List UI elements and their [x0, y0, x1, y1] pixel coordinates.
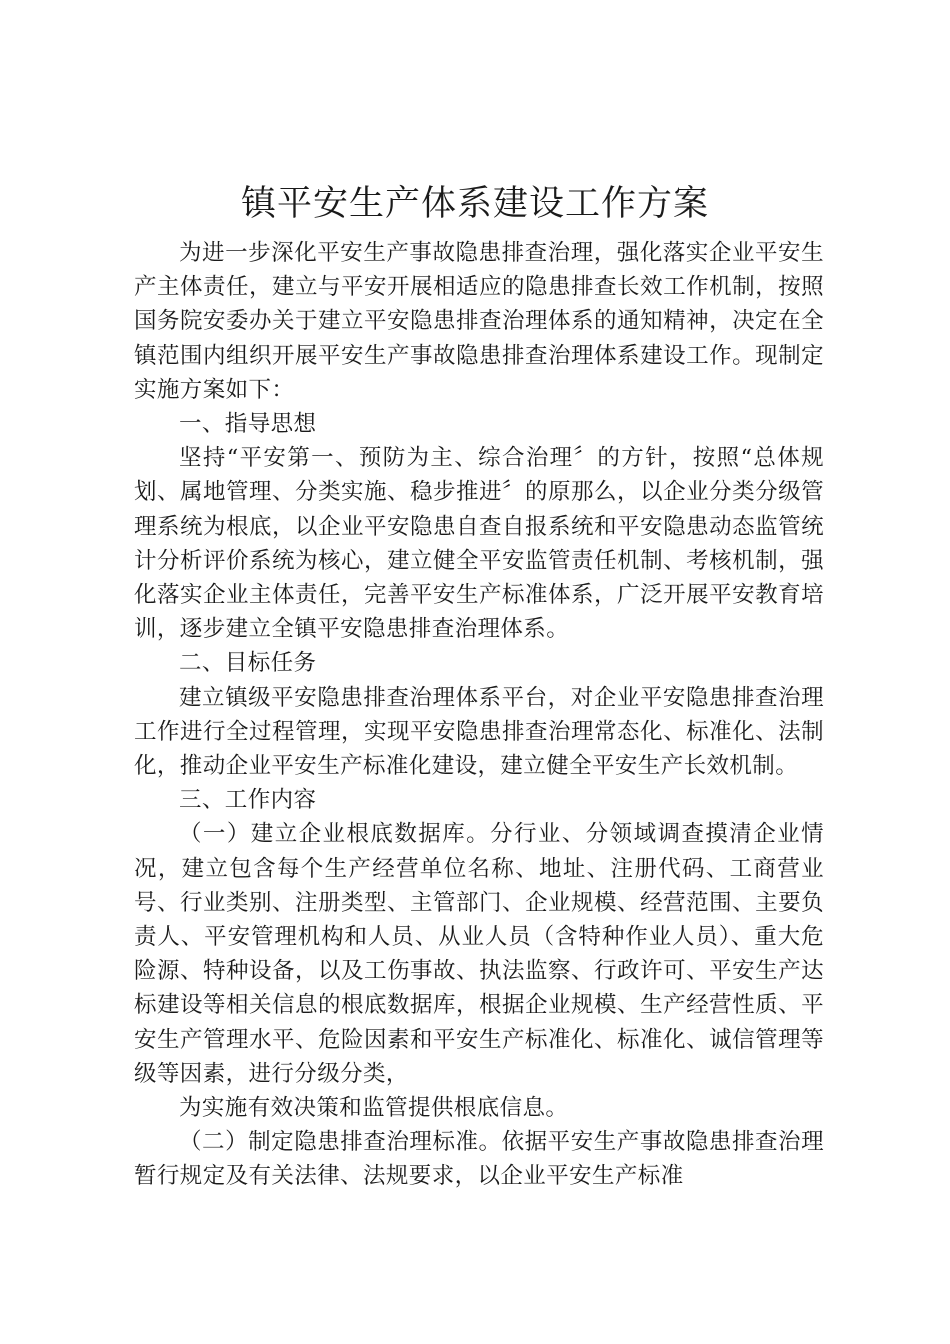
document-body	[134, 236, 824, 1194]
goals-paragraph: 建立镇级平安隐患排查治理体系平台，对企业平安隐患排查治理工作进行全过程管理，实现平安隐患排查治理常态化、标准化、法制化，推动企业平安生产标准化建设，建立健全平安生产长效机制。	[134, 684, 824, 780]
intro-paragraph: 为进一步深化平安生产事故隐患排查治理，强化落实企业平安生产主体责任，建立与平安开展相适应的隐患排查长效工作机制，按照国务院安委办关于建立平安隐患排查治理体系的通知精神，决定在全镇范围内组织开展平安生产事故隐患排查治理体系建设工作。现制定实施方案如下：	[134, 240, 824, 403]
section-heading-goals: 二、目标任务	[179, 650, 317, 677]
work-content-item-1-continued: 为实施有效决策和监管提供根底信息。	[179, 1095, 569, 1122]
work-content-item-1: （一）建立企业根底数据库。分行业、分领域调查摸清企业情况，建立包含每个生产经营单位名称、地址、注册代码、工商营业号、行业类别、注册类型、主管部门、企业规模、经营范围、主要负责人、平安管理机构和人员、从业人员（含特种作业人员）、重大危险源、特种设备，以及工伤事故、执法监察、行政许可、平安生产达标建设等相关信息的根底数据库，根据企业规模、生产经营性质、平安生产管理水平、危险因素和平安生产标准化、标准化、诚信管理等级等因素，进行分级分类，	[134, 821, 824, 1087]
section-heading-work-content: 三、工作内容	[179, 787, 317, 814]
guiding-ideology-paragraph: 坚持“平安第一、预防为主、综合治理〞的方针，按照“总体规划、属地管理、分类实施、稳步推进〞的原那么，以企业分类分级管理系统为根底，以企业平安隐患自查自报系统和平安隐患动态监管统计分析评价系统为核心，建立健全平安监管责任机制、考核机制，强化落实企业主体责任，完善平安生产标准体系，广泛开展平安教育培训，逐步建立全镇平安隐患排查治理体系。	[134, 445, 824, 643]
work-content-item-2: （二）制定隐患排查治理标准。依据平安生产事故隐患排查治理暂行规定及有关法律、法规要求，以企业平安生产标准	[134, 1129, 824, 1190]
document-title: 镇平安生产体系建设工作方案	[240, 184, 709, 224]
section-heading-guiding-ideology: 一、指导思想	[179, 411, 317, 438]
